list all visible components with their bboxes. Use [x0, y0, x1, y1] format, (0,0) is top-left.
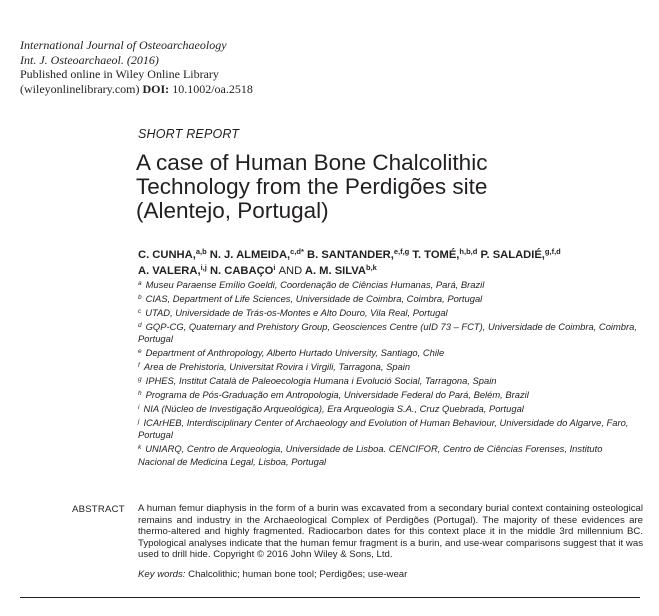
- affiliation: $^j$ ICArHEB, Interdisciplinary Center of Archaeology and Evolution of Human Behaviour, Universidade do Algarve, Faro, Portugal: [138, 417, 629, 441]
- journal-citation: Int. J. Osteoarchaeol. (2016): [20, 52, 159, 67]
- title-line: (Alentejo, Portugal): [136, 198, 329, 223]
- author-affiliation-marker: g,f,d: [544, 247, 561, 256]
- affiliation: $^i$ NIA (Núcleo de Investigação Arqueológica), Era Arqueologia S.A., Cruz Quebrada, Portugal: [138, 403, 524, 415]
- journal-header: [20, 38, 253, 96]
- author: N. CABAÇO$^i$: [209, 263, 276, 277]
- doi-line: [20, 82, 253, 97]
- affiliation: $^a$ Museu Paraense Emílio Goeldi, Coordenação de Ciências Humanas, Pará, Brazil: [138, 279, 485, 290]
- article-title: [136, 151, 636, 223]
- author: C. CUNHA,$^{a,b}$: [138, 247, 207, 261]
- affiliation: $^e$ Department of Anthropology, Alberto Hurtado University, Santiago, Chile: [138, 347, 445, 359]
- title-line: A case of Human Bone Chalcolithic: [136, 150, 488, 175]
- author-affiliation-marker: h,b,d: [459, 247, 478, 256]
- divider: [20, 597, 640, 598]
- author: B. SANTANDER,$^{e,f,g}$: [307, 247, 410, 261]
- journal-site: (wileyonlinelibrary.com): [20, 81, 140, 96]
- affiliation: $^h$ Programa de Pós-Graduação em Antropologia, Universidade Federal do Pará, Belém, Brazil: [138, 389, 529, 401]
- affiliation: $^k$ UNIARQ, Centro de Arqueologia, Universidade de Lisboa. CENCIFOR, Centro de Ciências Forenses, Instituto Nacional de Medicina Legal, Lisboa, Portugal: [138, 443, 603, 467]
- title-line: Technology from the Perdigões site: [136, 174, 488, 199]
- journal-name: International Journal of Osteoarchaeology: [20, 38, 227, 52]
- author-list: [138, 247, 643, 279]
- abstract-label: ABSTRACT: [72, 504, 125, 515]
- affiliation: $^c$ UTAD, Universidade de Trás-os-Montes e Alto Douro, Vila Real, Portugal: [138, 307, 448, 318]
- affiliation: $^g$ IPHES, Institut Català de Paleoecologia Humana i Evolució Social, Tarragona, Spain: [138, 375, 497, 387]
- author-affiliation-marker: e,f,g: [393, 247, 410, 256]
- affiliation: $^b$ CIAS, Department of Life Sciences, Universidade de Coimbra, Coimbra, Portugal: [138, 293, 483, 304]
- author: T. TOMÉ,$^{h,b,d}$: [412, 247, 478, 261]
- affiliation: $^f$ Area de Prehistoria, Universitat Rovira i Virgili, Tarragona, Spain: [138, 361, 411, 373]
- author-affiliation-marker: i,j: [200, 263, 207, 272]
- keywords-text: Chalcolithic; human bone tool; Perdigões; use-wear: [188, 569, 408, 580]
- author-conjunction: AND: [278, 265, 303, 277]
- doi-label: DOI:: [142, 81, 170, 96]
- affiliation: $^d$ GQP-CG, Quaternary and Prehistory Group, Geosciences Centre (uID 73 – FCT), Universidade de Coimbra, Coimbra, Portugal: [138, 321, 637, 345]
- author-affiliation-marker: c,d*: [290, 247, 304, 256]
- keywords-label: Key words:: [138, 569, 186, 580]
- doi-value: 10.1002/oa.2518: [172, 81, 253, 96]
- abstract-text: A human femur diaphysis in the form of a burin was excavated from a secondary burial context containing osteological remains and industry in the Archaeological Complex of Perdigões (Portugal). The majority of these evidences are thermo-altered and highly fragmented. Radiocarbon dates for this context place it in the middle 3rd millennium BC. Typological analyses indicate that the human femur fragment is a burin, and use-wear comparisons suggest that it was used to drill hide. Copyright © 2016 John Wiley & Sons, Ltd.: [138, 503, 643, 561]
- author-affiliation-marker: i: [273, 263, 276, 272]
- author: P. SALADIÉ,$^{g,f,d}$: [480, 247, 561, 261]
- affiliation-list: [138, 279, 638, 470]
- author: N. J. ALMEIDA,$^{c,d*}$: [209, 247, 304, 261]
- author: A. M. SILVA$^{b,k}$: [304, 263, 377, 277]
- author-affiliation-marker: a,b: [195, 247, 207, 256]
- published-online: Published online in Wiley Online Library: [20, 67, 219, 81]
- author-affiliation-marker: b,k: [366, 263, 377, 272]
- section-label: SHORT REPORT: [138, 127, 240, 141]
- keywords: [138, 569, 643, 581]
- author: A. VALERA,$^{i,j}$: [138, 263, 207, 277]
